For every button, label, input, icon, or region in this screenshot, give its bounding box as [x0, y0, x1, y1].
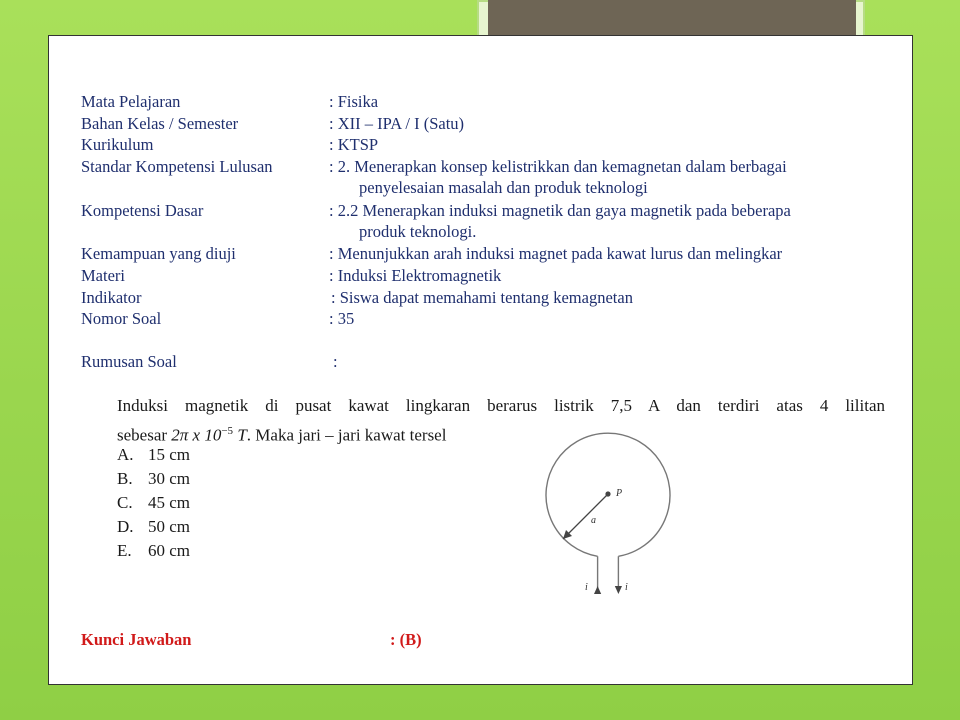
option-letter: E. [117, 541, 132, 560]
field-value-curriculum: : KTSP [329, 135, 379, 154]
answer-key-value: : (B) [390, 630, 422, 649]
field-label-indicator: Indikator [81, 288, 142, 307]
question-line-2-prefix: sebesar [117, 425, 172, 445]
field-value-skl-cont: penyelesaian masalah dan produk teknologi [359, 178, 648, 197]
current-label-right: i [625, 582, 628, 593]
field-label-class: Bahan Kelas / Semester [81, 114, 239, 133]
radius-label: a [591, 515, 596, 526]
question-line-1: Induksi magnetik di pusat kawat lingkaran berarus listrik 7,5 A dan terdiri atas 4 lilitan [117, 396, 885, 415]
field-value-ability: : Menunjukkan arah induksi magnet pada kawat lurus dan melingkar [329, 244, 783, 263]
field-label-ability: Kemampuan yang diuji [81, 244, 236, 263]
field-label-question: Rumusan Soal [81, 352, 177, 371]
option-letter: C. [117, 493, 133, 512]
field-label-skl: Standar Kompetensi Lulusan [81, 157, 273, 176]
question-math-exponent: −5 [221, 425, 234, 437]
question-math-unit: T [233, 425, 247, 445]
option-text: 30 cm [148, 469, 191, 488]
point-label: P [616, 488, 623, 499]
field-value-subject: : Fisika [329, 92, 379, 111]
option-d [117, 517, 190, 537]
option-letter: A. [117, 445, 134, 464]
field-label-kd: Kompetensi Dasar [81, 201, 204, 220]
question-line-2-suffix: . Maka jari – jari kawat tersel [246, 425, 447, 445]
option-letter: B. [117, 469, 133, 488]
option-text: 60 cm [148, 541, 191, 560]
option-letter: D. [117, 517, 134, 536]
field-value-kd-cont: produk teknologi. [359, 222, 477, 241]
field-value-skl: : 2. Menerapkan konsep kelistrikkan dan kemagnetan dalam berbagai [329, 157, 787, 176]
field-value-kd: : 2.2 Menerapkan induksi magnetik dan gaya magnetik pada beberapa [329, 201, 791, 220]
field-value-indicator: : Siswa dapat memahami tentang kemagnetan [331, 288, 633, 307]
document-page [48, 35, 913, 685]
field-value-question: : [333, 352, 338, 371]
option-text: 50 cm [148, 517, 191, 536]
option-e [117, 541, 190, 561]
field-label-material: Materi [81, 266, 125, 285]
figure-background [519, 416, 689, 596]
field-value-class: : XII – IPA / I (Satu) [329, 114, 465, 133]
answer-key-label: Kunci Jawaban [81, 630, 192, 649]
field-label-number: Nomor Soal [81, 309, 162, 328]
option-c [117, 493, 190, 513]
option-text: 45 cm [148, 493, 191, 512]
option-a [117, 445, 190, 465]
option-text: 15 cm [148, 445, 191, 464]
question-line-2 [117, 420, 446, 447]
question-math-value: 2π x 10 [171, 425, 222, 445]
field-label-curriculum: Kurikulum [81, 135, 154, 154]
circular-wire-figure [519, 416, 689, 596]
field-value-material: : Induksi Elektromagnetik [329, 266, 502, 285]
current-label-left: i [585, 582, 588, 593]
field-value-number: : 35 [329, 309, 355, 328]
field-label-subject: Mata Pelajaran [81, 92, 181, 111]
option-b [117, 469, 190, 489]
